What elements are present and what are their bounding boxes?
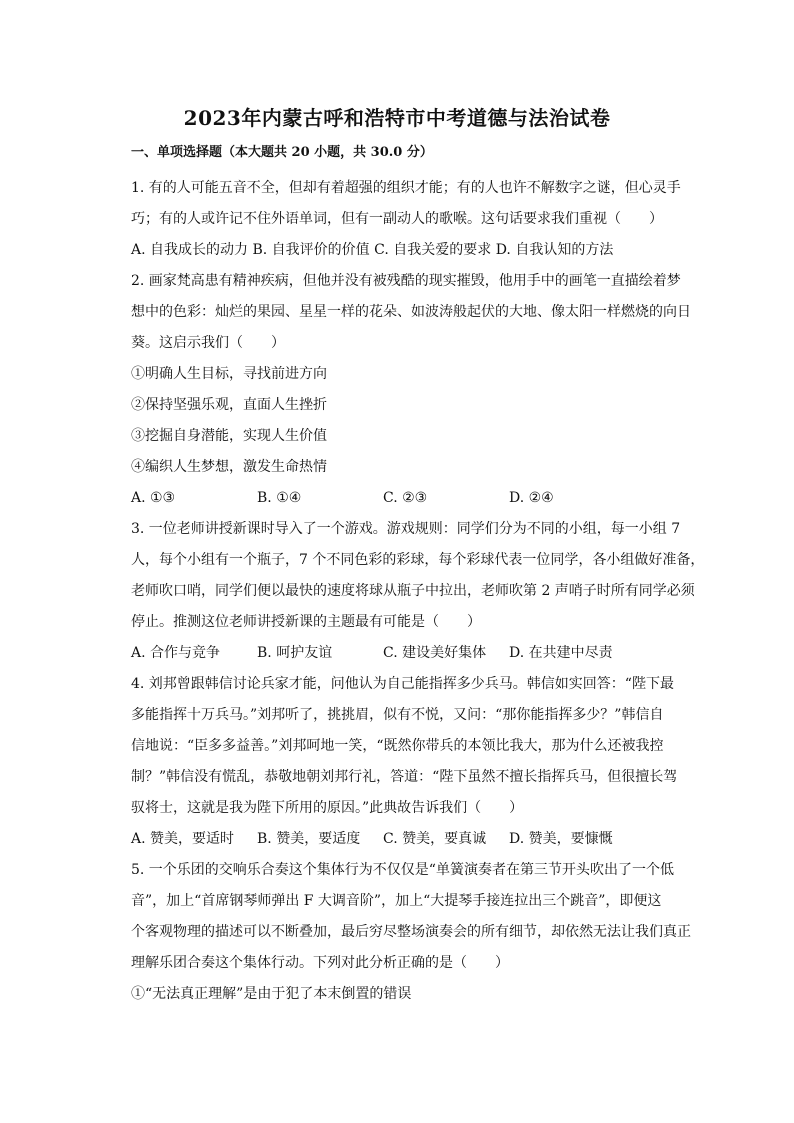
answer-options <box>131 824 691 855</box>
option-b[interactable]: B. ①④ <box>257 490 302 506</box>
question-text-line: 人，每个小组有一个瓶子，7 个不同色彩的彩球，每个彩球代表一位同学，各小组做好准备， <box>131 552 705 568</box>
option-d[interactable]: D. 在共建中尽责 <box>509 645 613 661</box>
question-text-line: 制？”韩信没有慌乱，恭敬地朝刘邦行礼，答道：“陛下虽然不擅长指挥兵马，但很擅长驾 <box>131 769 678 785</box>
question-text-line: 1. 有的人可能五音不全，但却有着超强的组织才能；有的人也许不解数字之谜，但心灵手 <box>131 180 681 196</box>
option-c[interactable]: C. ②③ <box>383 490 428 506</box>
question-text-line: 停止。推测这位老师讲授新课的主题最有可能是（ ） <box>131 614 481 630</box>
option-b[interactable]: B. 呵护友谊 <box>257 645 333 661</box>
statement-4: ④编织人生梦想，激发生命热情 <box>131 459 327 475</box>
option-b[interactable]: B. 自我评价的价值 <box>252 242 370 258</box>
statement-3: ③挖掘自身潜能，实现人生价值 <box>131 428 327 444</box>
answer-options <box>131 483 691 514</box>
question-text-line: 想中的色彩：灿烂的果园、星星一样的花朵、如波涛般起伏的大地、像太阳一样燃烧的向日 <box>131 304 691 320</box>
option-a[interactable]: A. 自我成长的动力 <box>131 242 249 258</box>
question-text-line: 信地说：“臣多多益善。”刘邦呵地一笑，“既然你带兵的本领比我大，那为什么还被我控 <box>131 738 664 754</box>
question-text-line: 个客观物理的描述可以不断叠加，最后穷尽整场演奏会的所有细节，却依然无法让我们真正 <box>131 924 691 940</box>
question-text-line: 4. 刘邦曾跟韩信讨论兵家才能，问他认为自己能指挥多少兵马。韩信如实回答：“陛下最 <box>131 676 674 692</box>
option-c[interactable]: C. 建设美好集体 <box>383 645 487 661</box>
option-d[interactable]: D. 赞美，要慷慨 <box>509 831 613 847</box>
statement-1: ①明确人生目标，寻找前进方向 <box>131 366 327 382</box>
statement-2: ②保持坚强乐观，直面人生挫折 <box>131 397 327 413</box>
statement-1: ①“无法真正理解”是由于犯了本末倒置的错误 <box>131 986 412 1002</box>
section-heading: 一、单项选择题（本大题共 20 小题，共 30.0 分） <box>131 145 433 160</box>
questions-container <box>131 173 705 1010</box>
question-3 <box>131 514 705 669</box>
option-a[interactable]: A. 赞美，要适时 <box>131 831 235 847</box>
option-d[interactable]: D. 自我认知的方法 <box>495 242 614 258</box>
question-text-line: 理解乐团合奏这个集体行动。下列对此分析正确的是（ ） <box>131 955 509 971</box>
question-text-line: 3. 一位老师讲授新课时导入了一个游戏。游戏规则：同学们分为不同的小组，每一小组 7 <box>131 521 681 537</box>
question-text-line: 老师吹口哨，同学们便以最快的速度将球从瓶子中拉出，老师吹第 2 声哨子时所有同学必须 <box>131 583 695 599</box>
question-2 <box>131 266 691 514</box>
answer-options <box>131 235 691 266</box>
option-c[interactable]: C. 自我关爱的要求 <box>374 242 492 258</box>
question-text-line: 2. 画家梵高患有精神疾病，但他并没有被残酷的现实摧毁，他用手中的画笔一直描绘着梦 <box>131 273 681 289</box>
question-text-line: 5. 一个乐团的交响乐合奏这个集体行为不仅仅是“单簧演奏者在第三节开头吹出了一个低 <box>131 862 674 878</box>
question-text-line: 驭将士，这就是我为陛下所用的原因。”此典故告诉我们（ ） <box>131 800 524 816</box>
question-5 <box>131 855 691 1010</box>
question-text-line: 音”，加上“首席钢琴师弹出 F 大调音阶”，加上“大提琴手接连拉出三个跳音”，即便这 <box>131 893 662 909</box>
option-d[interactable]: D. ②④ <box>509 490 554 506</box>
option-a[interactable]: A. ①③ <box>131 490 176 506</box>
option-c[interactable]: C. 赞美，要真诚 <box>383 831 487 847</box>
question-4 <box>131 669 691 855</box>
option-b[interactable]: B. 赞美，要适度 <box>257 831 361 847</box>
question-text-line: 多能指挥十万兵马。”刘邦听了，挑挑眉，似有不悦，又问：“那你能指挥多少？”韩信自 <box>131 707 664 723</box>
option-a[interactable]: A. 合作与竞争 <box>131 645 221 661</box>
question-1 <box>131 173 691 266</box>
question-text-line: 巧；有的人或许记不住外语单词，但有一副动人的歌喉。这句话要求我们重视（ ） <box>131 211 663 227</box>
question-text-line: 葵。这启示我们（ ） <box>131 335 285 351</box>
answer-options <box>131 638 691 669</box>
exam-title: 2023年内蒙古呼和浩特市中考道德与法治试卷 <box>183 106 611 130</box>
